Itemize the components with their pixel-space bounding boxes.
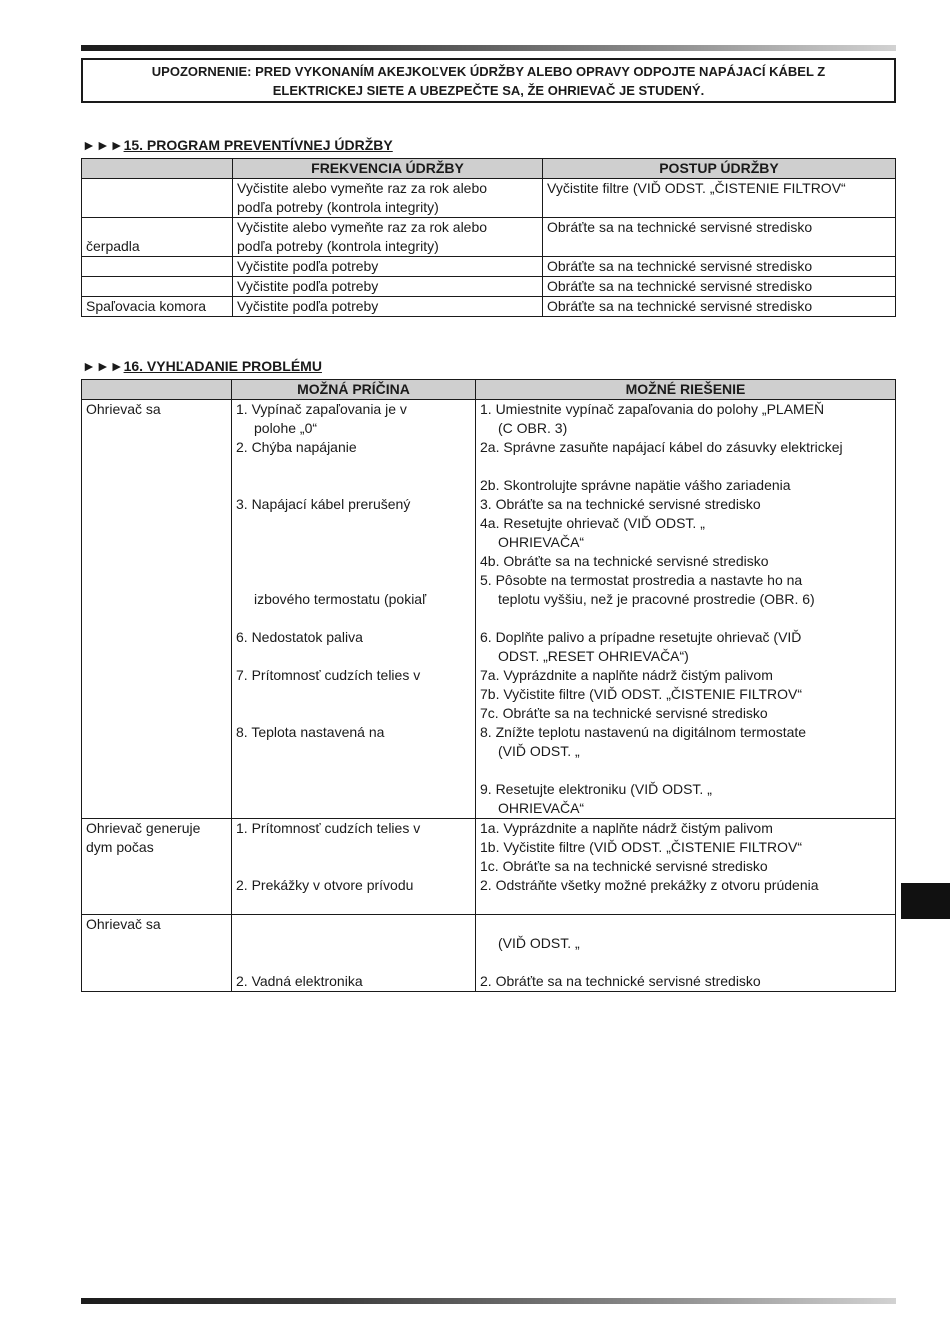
maintenance-header-item bbox=[82, 159, 233, 179]
bottom-rule bbox=[81, 1298, 896, 1304]
procedure-cell-line: Obráťte sa na technické servisné stredisko bbox=[547, 278, 813, 294]
solution-line: 3. Obráťte sa na technické servisné stredisko bbox=[480, 496, 761, 512]
item-cell bbox=[82, 297, 233, 317]
solution-cell bbox=[476, 400, 896, 819]
cause-line bbox=[236, 953, 475, 972]
procedure-cell bbox=[543, 179, 896, 218]
troubleshooting-header-cause: MOŽNÁ PRÍČINA bbox=[232, 380, 476, 400]
cause-line: 8. Teplota nastavená na bbox=[236, 724, 385, 740]
cause-line bbox=[236, 457, 475, 476]
problem-cell bbox=[82, 915, 232, 992]
warning-box bbox=[81, 58, 896, 103]
table-row bbox=[82, 400, 896, 819]
cause-line bbox=[236, 552, 475, 571]
item-cell bbox=[82, 218, 233, 257]
frequency-cell bbox=[233, 297, 543, 317]
cause-line bbox=[236, 761, 475, 780]
cause-line: polohe „0“ bbox=[254, 420, 318, 436]
warning-line-2: ELEKTRICKEJ SIETE A UBEZPEČTE SA, ŽE OHRIEVAČ JE STUDENÝ. bbox=[272, 83, 705, 98]
cause-line bbox=[236, 934, 475, 953]
item-cell bbox=[82, 277, 233, 297]
frequency-cell bbox=[233, 277, 543, 297]
cause-line bbox=[236, 647, 475, 666]
troubleshooting-table bbox=[81, 379, 896, 992]
item-cell-line bbox=[86, 277, 232, 296]
procedure-cell bbox=[543, 297, 896, 317]
cause-line bbox=[236, 609, 475, 628]
cause-line bbox=[236, 533, 475, 552]
top-rule bbox=[81, 45, 896, 51]
solution-line bbox=[480, 761, 895, 780]
frequency-cell-line: Vyčistite podľa potreby bbox=[237, 278, 379, 294]
cause-line: 3. Napájací kábel prerušený bbox=[236, 496, 411, 512]
frequency-cell bbox=[233, 218, 543, 257]
solution-cell bbox=[476, 915, 896, 992]
frequency-cell bbox=[233, 179, 543, 218]
cause-line bbox=[236, 514, 475, 533]
cause-line bbox=[236, 704, 475, 723]
solution-line: (C OBR. 3) bbox=[498, 420, 568, 436]
arrows-icon: ►►► bbox=[82, 358, 124, 374]
procedure-cell-line: Obráťte sa na technické servisné stredisko bbox=[547, 219, 813, 235]
cause-cell bbox=[232, 915, 476, 992]
solution-line: 1a. Vyprázdnite a naplňte nádrž čistým palivom bbox=[480, 820, 773, 836]
maintenance-title-text: 15. PROGRAM PREVENTÍVNEJ ÚDRŽBY bbox=[123, 137, 393, 153]
cause-line: 1. Prítomnosť cudzích telies v bbox=[236, 820, 421, 836]
table-row bbox=[82, 179, 896, 218]
cause-line bbox=[236, 838, 475, 857]
solution-line: teplotu vyššiu, než je pracovné prostredie (OBR. 6) bbox=[498, 591, 815, 607]
maintenance-header-frequency: FREKVENCIA ÚDRŽBY bbox=[233, 159, 543, 179]
cause-line bbox=[236, 685, 475, 704]
cause-line bbox=[236, 799, 475, 818]
problem-line: Ohrievač sa bbox=[86, 916, 161, 932]
solution-line: ODST. „RESET OHRIEVAČA“) bbox=[498, 648, 689, 664]
cause-line bbox=[236, 742, 475, 761]
item-cell-line bbox=[86, 198, 232, 217]
language-tab-marker bbox=[901, 883, 950, 919]
solution-line bbox=[480, 915, 895, 934]
cause-line bbox=[236, 780, 475, 799]
solution-line: 9. Resetujte elektroniku (VIĎ ODST. „ bbox=[480, 781, 712, 797]
cause-cell bbox=[232, 819, 476, 915]
cause-line: 1. Vypínač zapaľovania je v bbox=[236, 401, 407, 417]
solution-line: 1c. Obráťte sa na technické servisné stredisko bbox=[480, 858, 768, 874]
solution-line: 6. Doplňte palivo a prípadne resetujte ohrievač (VIĎ bbox=[480, 629, 802, 645]
problem-line: Ohrievač generuje bbox=[86, 820, 201, 836]
solution-line: 2. Odstráňte všetky možné prekážky z otvoru prúdenia bbox=[480, 877, 819, 893]
solution-line: (VIĎ ODST. „ bbox=[498, 935, 580, 951]
procedure-cell-line bbox=[547, 198, 895, 217]
maintenance-table bbox=[81, 158, 896, 317]
frequency-cell-line: Vyčistite podľa potreby bbox=[237, 258, 379, 274]
cause-line bbox=[236, 476, 475, 495]
warning-line-1: UPOZORNENIE: PRED VYKONANÍM AKEJKOĽVEK ÚDRŽBY ALEBO OPRAVY ODPOJTE NAPÁJACÍ KÁBEL Z bbox=[151, 64, 826, 79]
item-cell-line: čerpadla bbox=[86, 238, 140, 254]
solution-line: 4a. Resetujte ohrievač (VIĎ ODST. „ bbox=[480, 515, 705, 531]
frequency-cell-line: Vyčistite alebo vymeňte raz za rok alebo bbox=[237, 219, 488, 235]
cause-line: 2. Vadná elektronika bbox=[236, 973, 363, 989]
cause-line: 7. Prítomnosť cudzích telies v bbox=[236, 667, 421, 683]
troubleshooting-header-problem bbox=[82, 380, 232, 400]
frequency-cell-line: podľa potreby (kontrola integrity) bbox=[237, 238, 439, 254]
table-row bbox=[82, 218, 896, 257]
cause-line: 6. Nedostatok paliva bbox=[236, 629, 363, 645]
maintenance-header-procedure: POSTUP ÚDRŽBY bbox=[543, 159, 896, 179]
table-row bbox=[82, 819, 896, 915]
frequency-cell-line: Vyčistite alebo vymeňte raz za rok alebo bbox=[237, 180, 488, 196]
solution-line: 7c. Obráťte sa na technické servisné stredisko bbox=[480, 705, 768, 721]
solution-line bbox=[480, 457, 895, 476]
cause-line: 2. Chýba napájanie bbox=[236, 439, 357, 455]
problem-cell bbox=[82, 819, 232, 915]
table-row bbox=[82, 257, 896, 277]
item-cell bbox=[82, 257, 233, 277]
procedure-cell-line: Obráťte sa na technické servisné stredisko bbox=[547, 258, 813, 274]
procedure-cell-line: Obráťte sa na technické servisné stredisko bbox=[547, 298, 813, 314]
solution-line: 2. Obráťte sa na technické servisné stredisko bbox=[480, 973, 761, 989]
frequency-cell-line: Vyčistite podľa potreby bbox=[237, 298, 379, 314]
problem-line: Ohrievač sa bbox=[86, 401, 161, 417]
item-cell bbox=[82, 179, 233, 218]
solution-line: 8. Znížte teplotu nastavenú na digitálnom termostate bbox=[480, 724, 807, 740]
troubleshooting-title bbox=[82, 358, 322, 374]
table-row bbox=[82, 915, 896, 992]
cause-line: 2. Prekážky v otvore prívodu bbox=[236, 877, 414, 893]
solution-line: OHRIEVAČA“ bbox=[498, 800, 585, 816]
solution-line bbox=[480, 953, 895, 972]
solution-line: (VIĎ ODST. „ bbox=[498, 743, 580, 759]
solution-line: 7a. Vyprázdnite a naplňte nádrž čistým palivom bbox=[480, 667, 773, 683]
maintenance-title bbox=[82, 137, 393, 153]
solution-line bbox=[480, 609, 895, 628]
solution-line: 1b. Vyčistite filtre (VIĎ ODST. „ČISTENIE FILTROV“ bbox=[480, 839, 803, 855]
procedure-cell-line bbox=[547, 237, 895, 256]
solution-line: 2a. Správne zasuňte napájací kábel do zásuvky elektrickej bbox=[480, 439, 843, 455]
solution-line: OHRIEVAČA“ bbox=[498, 534, 585, 550]
troubleshooting-header-solution: MOŽNÉ RIEŠENIE bbox=[476, 380, 896, 400]
procedure-cell bbox=[543, 257, 896, 277]
problem-cell bbox=[82, 400, 232, 819]
solution-cell bbox=[476, 819, 896, 915]
solution-line bbox=[480, 895, 895, 914]
cause-line bbox=[236, 915, 475, 934]
cause-cell bbox=[232, 400, 476, 819]
item-cell-line: Spaľovacia komora bbox=[86, 298, 207, 314]
solution-line: 7b. Vyčistite filtre (VIĎ ODST. „ČISTENIE FILTROV“ bbox=[480, 686, 803, 702]
arrows-icon: ►►► bbox=[82, 137, 124, 153]
procedure-cell bbox=[543, 277, 896, 297]
table-row bbox=[82, 277, 896, 297]
solution-line: 4b. Obráťte sa na technické servisné stredisko bbox=[480, 553, 769, 569]
cause-line bbox=[236, 895, 475, 914]
cause-line bbox=[236, 857, 475, 876]
frequency-cell bbox=[233, 257, 543, 277]
problem-line: dym počas bbox=[86, 839, 154, 855]
solution-line: 5. Pôsobte na termostat prostredia a nastavte ho na bbox=[480, 572, 803, 588]
cause-line: izbového termostatu (pokiaľ bbox=[254, 591, 427, 607]
solution-line: 2b. Skontrolujte správne napätie vášho zariadenia bbox=[480, 477, 791, 493]
table-row bbox=[82, 297, 896, 317]
solution-line: 1. Umiestnite vypínač zapaľovania do polohy „PLAMEŇ bbox=[480, 401, 825, 417]
procedure-cell bbox=[543, 218, 896, 257]
item-cell-line bbox=[86, 179, 232, 198]
item-cell-line bbox=[86, 218, 232, 237]
troubleshooting-title-text: 16. VYHĽADANIE PROBLÉMU bbox=[123, 358, 322, 374]
frequency-cell-line: podľa potreby (kontrola integrity) bbox=[237, 199, 439, 215]
cause-line bbox=[236, 571, 475, 590]
item-cell-line bbox=[86, 257, 232, 276]
procedure-cell-line: Vyčistite filtre (VIĎ ODST. „ČISTENIE FILTROV“ bbox=[547, 180, 846, 196]
